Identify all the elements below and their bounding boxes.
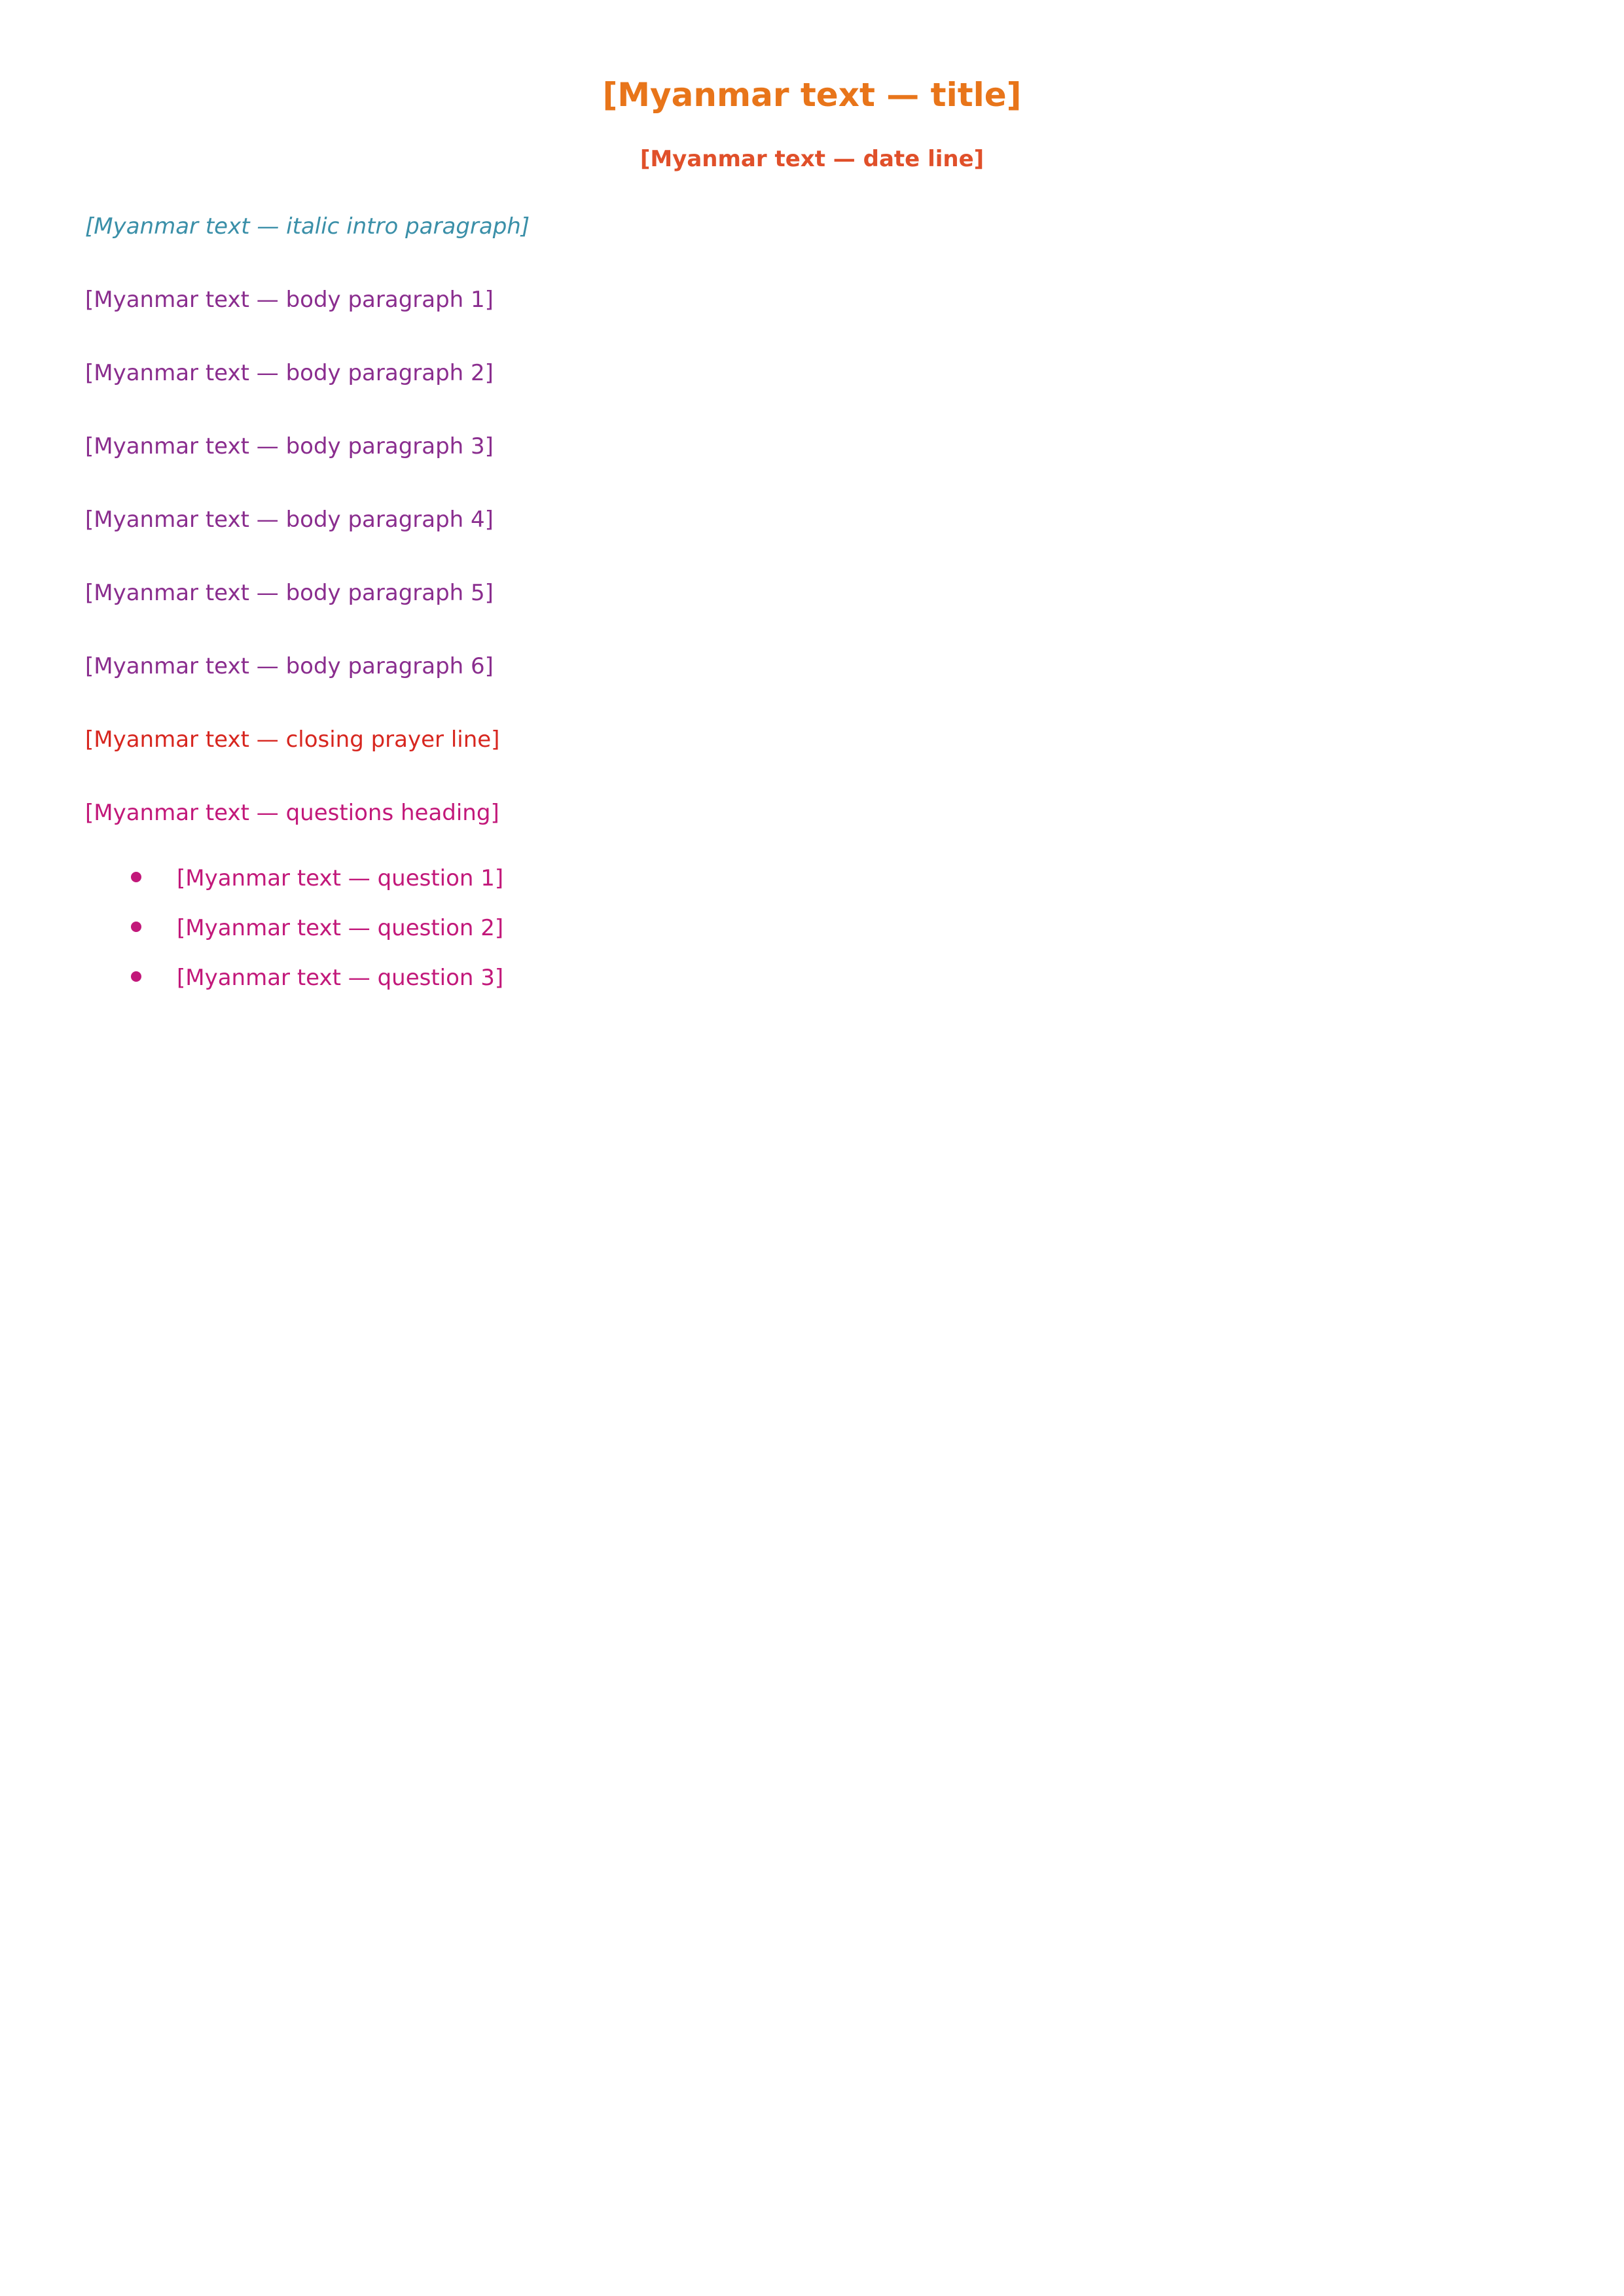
intro-paragraph: [Myanmar text — italic intro paragraph] xyxy=(85,213,530,240)
bullet-icon xyxy=(131,971,141,982)
questions-list xyxy=(85,853,1539,1003)
question-item xyxy=(131,853,1539,903)
question-text: [Myanmar text — question 1] xyxy=(177,865,504,891)
body-paragraph: [Myanmar text — body paragraph 2] xyxy=(85,359,494,386)
body-paragraph: [Myanmar text — body paragraph 5] xyxy=(85,579,494,606)
question-item xyxy=(131,903,1539,953)
question-text: [Myanmar text — question 2] xyxy=(177,914,504,941)
questions-heading: [Myanmar text — questions heading] xyxy=(85,799,499,826)
body-paragraph: [Myanmar text — body paragraph 3] xyxy=(85,433,494,459)
body-paragraph: [Myanmar text — body paragraph 1] xyxy=(85,286,494,313)
question-item xyxy=(131,953,1539,1003)
question-text: [Myanmar text — question 3] xyxy=(177,964,504,991)
body-paragraph: [Myanmar text — body paragraph 4] xyxy=(85,506,494,533)
document-title: [Myanmar text — title] xyxy=(602,76,1022,114)
bullet-icon xyxy=(131,922,141,932)
body-paragraph: [Myanmar text — body paragraph 6] xyxy=(85,653,494,679)
closing-prayer: [Myanmar text — closing prayer line] xyxy=(85,726,500,753)
bullet-icon xyxy=(131,872,141,882)
date-line: [Myanmar text — date line] xyxy=(640,146,984,172)
